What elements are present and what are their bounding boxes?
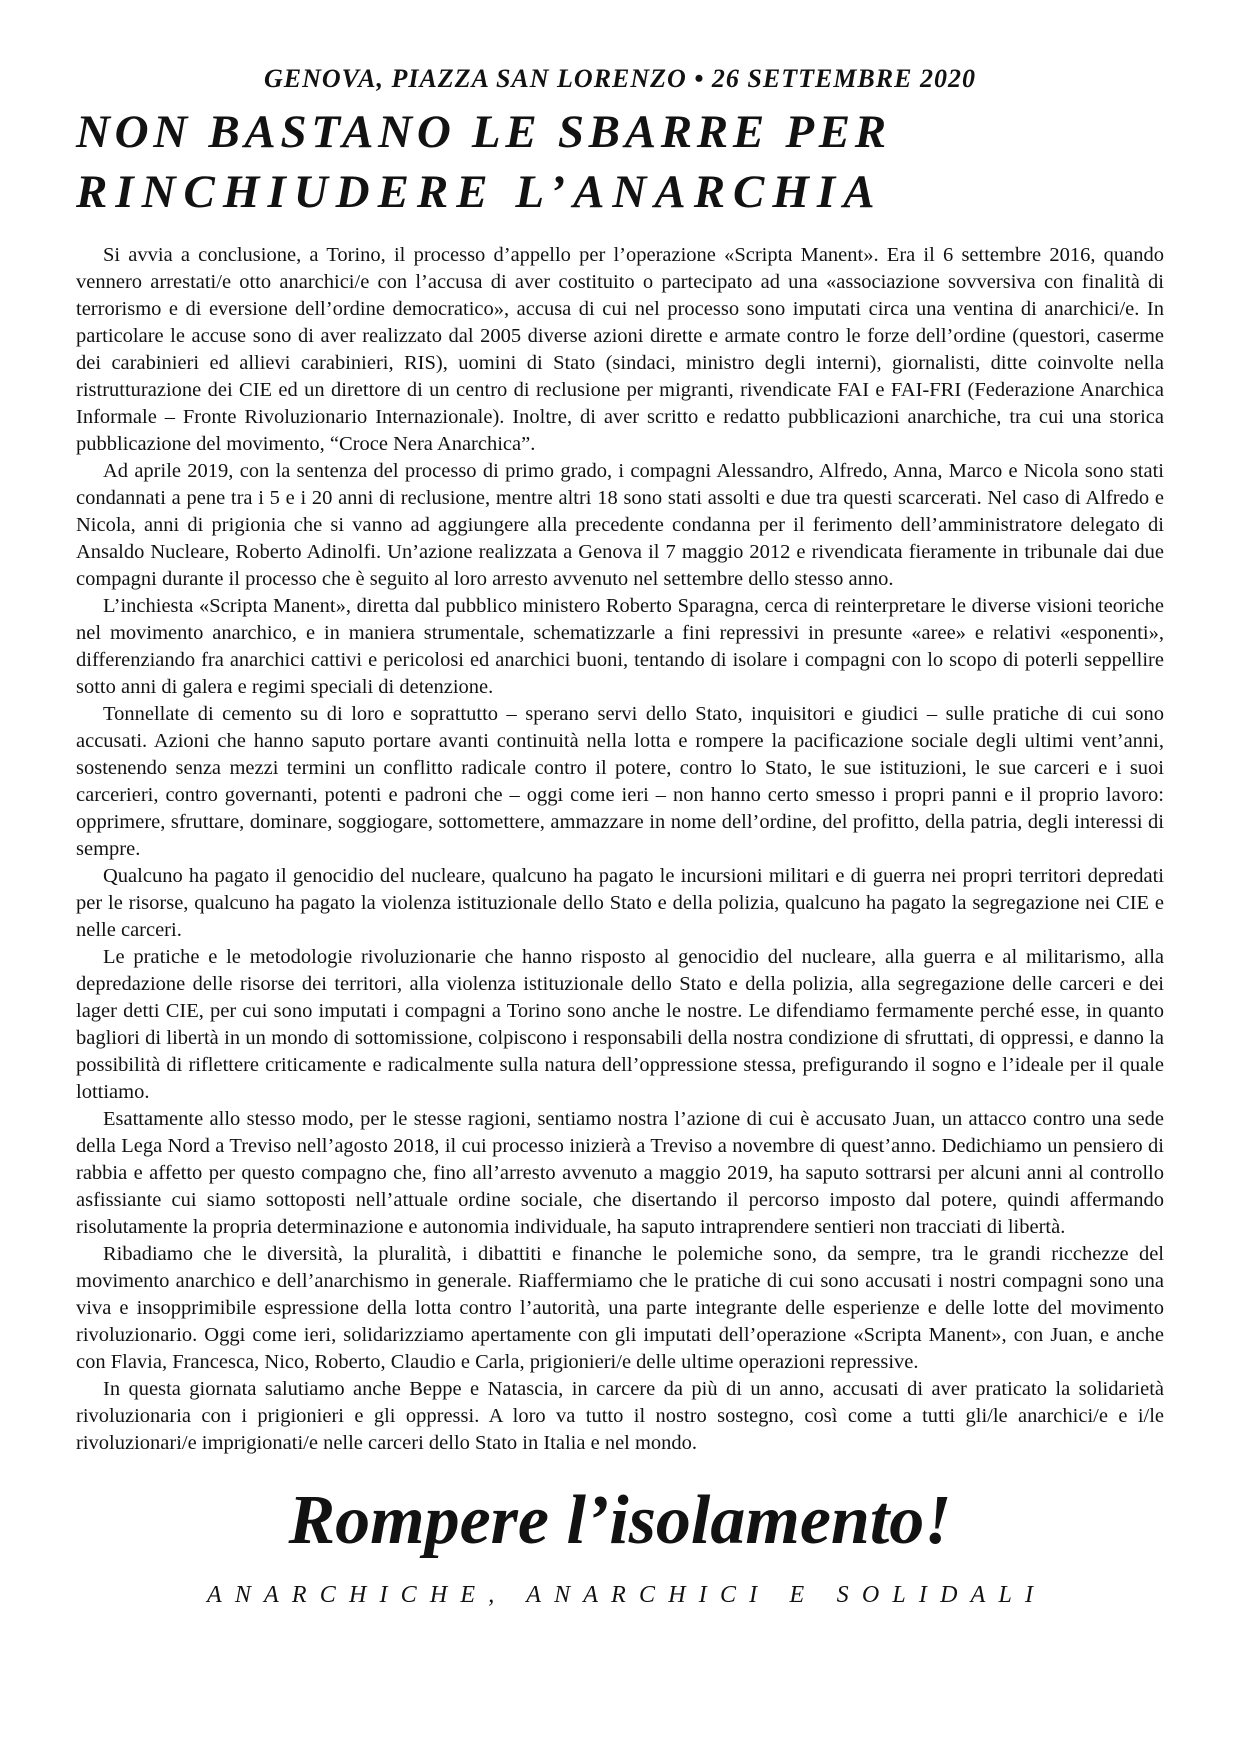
paragraph-tonnellate-di-cemento: Tonnellate di cemento su di loro e soprattutto – sperano servi dello Stato, inquisitori e giudici – sulle pratiche di cui sono accusati. Azioni che hanno saputo portare avanti continuità nella lotta e rompere la pacificazione sociale degli ultimi vent’anni, sostenendo senza mezzi termini un conflitto radicale contro il potere, contro lo Stato, le sue istituzioni, le sue carceri e i suoi carcerieri, contro governanti, potenti e padroni che – oggi come ieri – non hanno certo smesso i propri panni e il proprio lavoro: opprimere, sfruttare, dominare, soggiogare, sottomettere, ammazzare in nome dell’ordine, del profitto, della patria, degli interessi di sempre. [76,703,1164,860]
paragraph-sentenza-primo-grado: Ad aprile 2019, con la sentenza del processo di primo grado, i compagni Alessandro, Alfredo, Anna, Marco e Nicola sono stati condannati a pene tra i 5 e i 20 anni di reclusione, mentre altri 18 sono stati assolti e due tra questi scarcerati. Nel caso di Alfredo e Nicola, anni di prigionia che si vanno ad aggiungere alla precedente condanna per il ferimento dell’amministratore delegato di Ansaldo Nucleare, Roberto Adinolfi. Un’azione realizzata a Genova il 7 maggio 2012 e rivendicata fieramente in tribunale dai due compagni durante il processo che è seguito al loro arresto avvenuto nel settembre dello stesso anno. [76,460,1164,590]
paragraph-pratiche-rivoluzionarie: Le pratiche e le metodologie rivoluzionarie che hanno risposto al genocidio del nucleare, alla guerra e al militarismo, alla depredazione delle risorse dei territori, alla violenza istituzionale dello Stato e della polizia, alla segregazione delle carceri e dei lager detti CIE, per cui sono imputati i compagni a Torino sono anche le nostre. Le difendiamo fermamente perché esse, in quanto bagliori di libertà in un mondo di sottomissione, colpiscono i responsabili della nostra condizione di sfruttati, di oppressi, e danno la possibilità di riflettere criticamente e radicalmente sulla natura dell’oppressione stessa, prefigurando il sogno e l’ideale per il quale lottiamo. [76,946,1164,1103]
paragraph-beppe-natascia: In questa giornata salutiamo anche Beppe e Natascia, in carcere da più di un anno, accusati di aver praticato la solidarietà rivoluzionaria con i prigionieri e gli oppressi. A loro va tutto il nostro sostegno, così come a tutti gli/le anarchici/e e i/le rivoluzionari/e imprigionati/e nelle carceri dello Stato in Italia e nel mondo. [76,1378,1164,1454]
paragraph-inchiesta: L’inchiesta «Scripta Manent», diretta dal pubblico ministero Roberto Sparagna, cerca di reinterpretare le diverse visioni teoriche nel movimento anarchico, e in maniera strumentale, schematizzarle a fini repressivi in presunte «aree» e relativi «esponenti», differenziando fra anarchici cattivi e pericolosi ed anarchici buoni, tentando di isolare i compagni con lo scopo di poterli seppellire sotto anni di galera e regimi speciali di detenzione. [76,595,1164,698]
paragraph-ribadiamo: Ribadiamo che le diversità, la pluralità, i dibattiti e finanche le polemiche sono, da sempre, tra le grandi ricchezze del movimento anarchico e dell’anarchismo in generale. Riaffermiamo che le pratiche di cui sono accusati i nostri compagni sono una viva e insopprimibile espressione della lotta contro l’autorità, una parte integrante delle esperienze e delle lotte del movimento rivoluzionario. Oggi come ieri, solidarizziamo apertamente con gli imputati dell’operazione «Scripta Manent», con Juan, e anche con Flavia, Francesca, Nico, Roberto, Claudio e Carla, prigionieri/e delle ultime operazioni repressive. [76,1243,1164,1373]
main-title [76,102,1164,222]
dateline: GENOVA, PIAZZA SAN LORENZO • 26 SETTEMBRE 2020 [264,64,976,93]
article-body [76,242,1164,1457]
title-line-1: NON BASTANO LE SBARRE PER [76,106,891,158]
leaflet-footer [76,1483,1164,1609]
leaflet-header [76,64,1164,222]
paragraph-qualcuno-ha-pagato: Qualcuno ha pagato il genocidio del nucleare, qualcuno ha pagato le incursioni militari e di guerra nei propri territori depredati per le risorse, qualcuno ha pagato la violenza istituzionale dello Stato e della polizia, qualcuno ha pagato la segregazione nei CIE e nelle carceri. [76,865,1164,941]
title-line-2: RINCHIUDERE L’ANARCHIA [76,166,883,218]
paragraph-scripta-manent-intro: Si avvia a conclusione, a Torino, il processo d’appello per l’operazione «Scripta Manent». Era il 6 settembre 2016, quando vennero arrestati/e otto anarchici/e con l’accusa di aver costituito o partecipato ad una «associazione sovversiva con finalità di terrorismo e di eversione dell’ordine democratico», accusa di cui nel processo sono imputati circa una ventina di anarchici/e. In particolare le accuse sono di aver realizzato dal 2005 diverse azioni dirette e armate contro le forze dell’ordine (questori, caserme dei carabinieri ed allievi carabinieri, RIS), uomini di Stato (sindaci, ministro degli interni), giornalisti, ditte coinvolte nella ristrutturazione dei CIE ed un direttore di un centro di reclusione per migranti, rivendicate FAI e FAI-FRI (Federazione Anarchica Informale – Fronte Rivoluzionario Internazionale). Inoltre, di aver scritto e redatto pubblicazioni anarchiche, tra cui una storica pubblicazione del movimento, “Croce Nera Anarchica”. [76,244,1164,455]
signature-line: ANARCHICHE, ANARCHICI E SOLIDALI [206,1582,1047,1608]
paragraph-juan: Esattamente allo stesso modo, per le stesse ragioni, sentiamo nostra l’azione di cui è accusato Juan, un attacco contro una sede della Lega Nord a Treviso nell’agosto 2018, il cui processo inizierà a Treviso a novembre di quest’anno. Dedichiamo un pensiero di rabbia e affetto per questo compagno che, fino all’arresto avvenuto a maggio 2019, ha saputo sottrarsi per alcuni anni al controllo asfissiante cui siamo sottoposti nell’attuale ordine sociale, che disertando il percorso imposto dal potere, quindi affermando risolutamente la propria determinazione e autonomia individuale, ha saputo intraprendere sentieri non tracciati di libertà. [76,1108,1164,1238]
closing-slogan: Rompere l’isolamento! [288,1482,952,1559]
